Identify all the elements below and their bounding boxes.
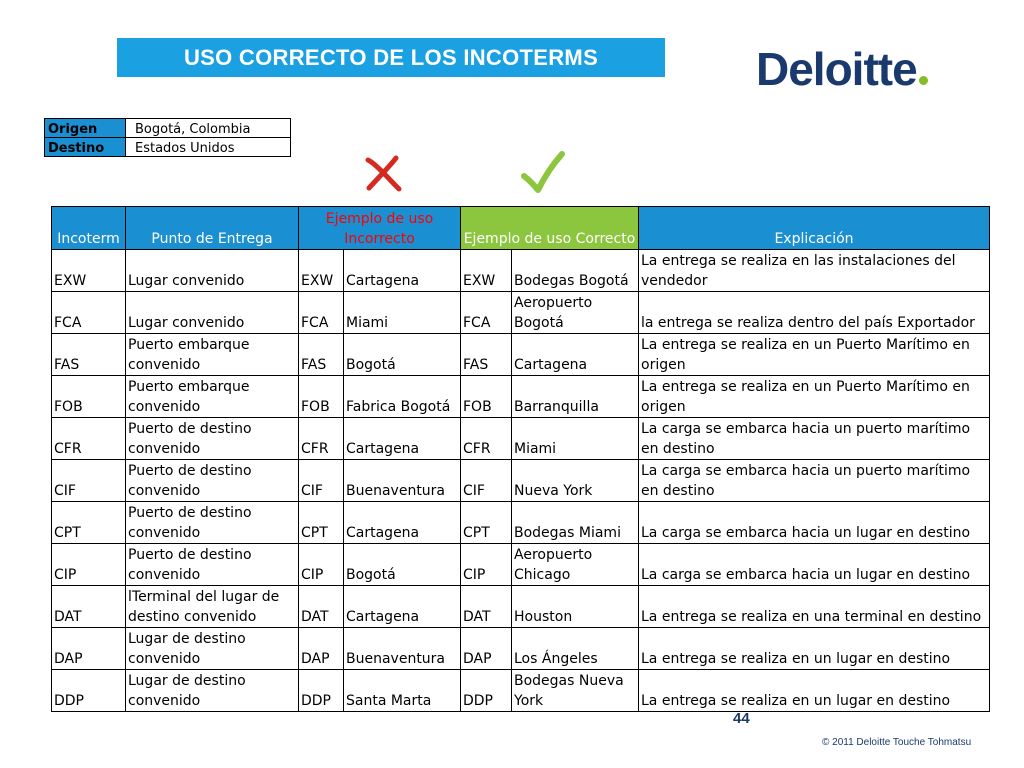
cell-bad-place: Bogotá xyxy=(344,544,461,586)
incoterms-table xyxy=(51,206,990,712)
slide-title: USO CORRECTO DE LOS INCOTERMS xyxy=(117,38,665,77)
cell-expl: La entrega se realiza en un lugar en destino xyxy=(639,628,990,670)
header-incoterm: Incoterm xyxy=(52,207,126,250)
header-punto: Punto de Entrega xyxy=(126,207,299,250)
cell-punto: Puerto embarque convenido xyxy=(126,334,299,376)
cell-expl: La entrega se realiza en las instalaciones del vendedor xyxy=(639,250,990,292)
page-number: 44 xyxy=(733,710,750,727)
cell-good-code: CPT xyxy=(461,502,512,544)
cell-expl: La entrega se realiza en una terminal en destino xyxy=(639,586,990,628)
check-icon xyxy=(518,150,566,196)
copyright: © 2011 Deloitte Touche Tohmatsu xyxy=(822,737,972,748)
cell-good-place: Cartagena xyxy=(512,334,639,376)
origin-row xyxy=(45,119,291,138)
cell-bad-place: Buenaventura xyxy=(344,628,461,670)
cell-good-place: Bodegas Nueva York xyxy=(512,670,639,712)
cell-good-code: DDP xyxy=(461,670,512,712)
cell-expl: la entrega se realiza dentro del país Exportador xyxy=(639,292,990,334)
cell-inc: FOB xyxy=(52,376,126,418)
cell-punto: lTerminal del lugar de destino convenido xyxy=(126,586,299,628)
cell-good-code: FAS xyxy=(461,334,512,376)
header-incorrecto: Ejemplo de uso Incorrecto xyxy=(299,207,461,250)
cell-expl: La carga se embarca hacia un lugar en destino xyxy=(639,544,990,586)
cell-punto: Puerto embarque convenido xyxy=(126,376,299,418)
cell-inc: FAS xyxy=(52,334,126,376)
cell-bad-place: Miami xyxy=(344,292,461,334)
cell-bad-place: Cartagena xyxy=(344,418,461,460)
cell-inc: CIP xyxy=(52,544,126,586)
cell-good-place: Aeropuerto Bogotá xyxy=(512,292,639,334)
cell-punto: Lugar convenido xyxy=(126,250,299,292)
origin-label: Origen xyxy=(45,119,126,138)
cell-punto: Lugar de destino convenido xyxy=(126,670,299,712)
table-row xyxy=(52,376,990,418)
cell-bad-place: Cartagena xyxy=(344,250,461,292)
cell-bad-code: FOB xyxy=(299,376,344,418)
cell-expl: La carga se embarca hacia un puerto marítimo en destino xyxy=(639,418,990,460)
cell-good-place: Barranquilla xyxy=(512,376,639,418)
cell-good-code: FOB xyxy=(461,376,512,418)
header-row xyxy=(52,207,990,250)
cell-punto: Puerto de destino convenido xyxy=(126,418,299,460)
cell-inc: DAP xyxy=(52,628,126,670)
cell-good-code: CIF xyxy=(461,460,512,502)
cell-expl: La entrega se realiza en un Puerto Marítimo en origen xyxy=(639,376,990,418)
destination-row xyxy=(45,138,291,157)
logo-text: Deloitte xyxy=(756,43,917,95)
cell-good-place: Bodegas Miami xyxy=(512,502,639,544)
cell-bad-place: Bogotá xyxy=(344,334,461,376)
table-row xyxy=(52,628,990,670)
cell-good-code: EXW xyxy=(461,250,512,292)
cell-bad-code: CPT xyxy=(299,502,344,544)
cell-inc: DDP xyxy=(52,670,126,712)
logo-dot xyxy=(919,76,928,85)
cell-expl: La entrega se realiza en un Puerto Marítimo en origen xyxy=(639,334,990,376)
route-table xyxy=(44,118,291,157)
cell-good-code: DAT xyxy=(461,586,512,628)
cell-bad-code: CIP xyxy=(299,544,344,586)
cell-good-place: Bodegas Bogotá xyxy=(512,250,639,292)
destination-label: Destino xyxy=(45,138,126,157)
header-explicacion: Explicación xyxy=(639,207,990,250)
cell-bad-place: Cartagena xyxy=(344,502,461,544)
cell-good-place: Nueva York xyxy=(512,460,639,502)
cell-punto: Lugar de destino convenido xyxy=(126,628,299,670)
table-row xyxy=(52,586,990,628)
cell-expl: La entrega se realiza en un lugar en destino xyxy=(639,670,990,712)
cell-bad-place: Cartagena xyxy=(344,586,461,628)
destination-value: Estados Unidos xyxy=(126,138,291,157)
cell-punto: Puerto de destino convenido xyxy=(126,460,299,502)
cell-bad-code: DAP xyxy=(299,628,344,670)
cell-bad-code: FCA xyxy=(299,292,344,334)
cell-punto: Lugar convenido xyxy=(126,292,299,334)
cell-good-place: Los Ángeles xyxy=(512,628,639,670)
table-row xyxy=(52,544,990,586)
cell-bad-code: EXW xyxy=(299,250,344,292)
header-correcto: Ejemplo de uso Correcto xyxy=(461,207,639,250)
cell-bad-code: DDP xyxy=(299,670,344,712)
cell-bad-place: Buenaventura xyxy=(344,460,461,502)
cell-inc: DAT xyxy=(52,586,126,628)
cell-good-place: Houston xyxy=(512,586,639,628)
deloitte-logo xyxy=(756,43,928,95)
cell-good-code: FCA xyxy=(461,292,512,334)
cell-bad-place: Fabrica Bogotá xyxy=(344,376,461,418)
cell-good-place: Aeropuerto Chicago xyxy=(512,544,639,586)
table-row xyxy=(52,334,990,376)
cell-inc: FCA xyxy=(52,292,126,334)
table-row xyxy=(52,250,990,292)
cell-good-code: CIP xyxy=(461,544,512,586)
cell-punto: Puerto de destino convenido xyxy=(126,502,299,544)
cell-good-code: DAP xyxy=(461,628,512,670)
cell-good-place: Miami xyxy=(512,418,639,460)
cell-expl: La carga se embarca hacia un puerto marítimo en destino xyxy=(639,460,990,502)
cell-bad-code: DAT xyxy=(299,586,344,628)
table-row xyxy=(52,418,990,460)
cell-bad-code: CIF xyxy=(299,460,344,502)
cell-bad-code: CFR xyxy=(299,418,344,460)
cell-inc: CFR xyxy=(52,418,126,460)
cross-icon xyxy=(362,152,404,194)
cell-expl: La carga se embarca hacia un lugar en destino xyxy=(639,502,990,544)
table-row xyxy=(52,502,990,544)
cell-bad-place: Santa Marta xyxy=(344,670,461,712)
origin-value: Bogotá, Colombia xyxy=(126,119,291,138)
cell-inc: CPT xyxy=(52,502,126,544)
table-row xyxy=(52,670,990,712)
cell-inc: EXW xyxy=(52,250,126,292)
cell-bad-code: FAS xyxy=(299,334,344,376)
cell-punto: Puerto de destino convenido xyxy=(126,544,299,586)
cell-good-code: CFR xyxy=(461,418,512,460)
table-row xyxy=(52,460,990,502)
table-row xyxy=(52,292,990,334)
cell-inc: CIF xyxy=(52,460,126,502)
